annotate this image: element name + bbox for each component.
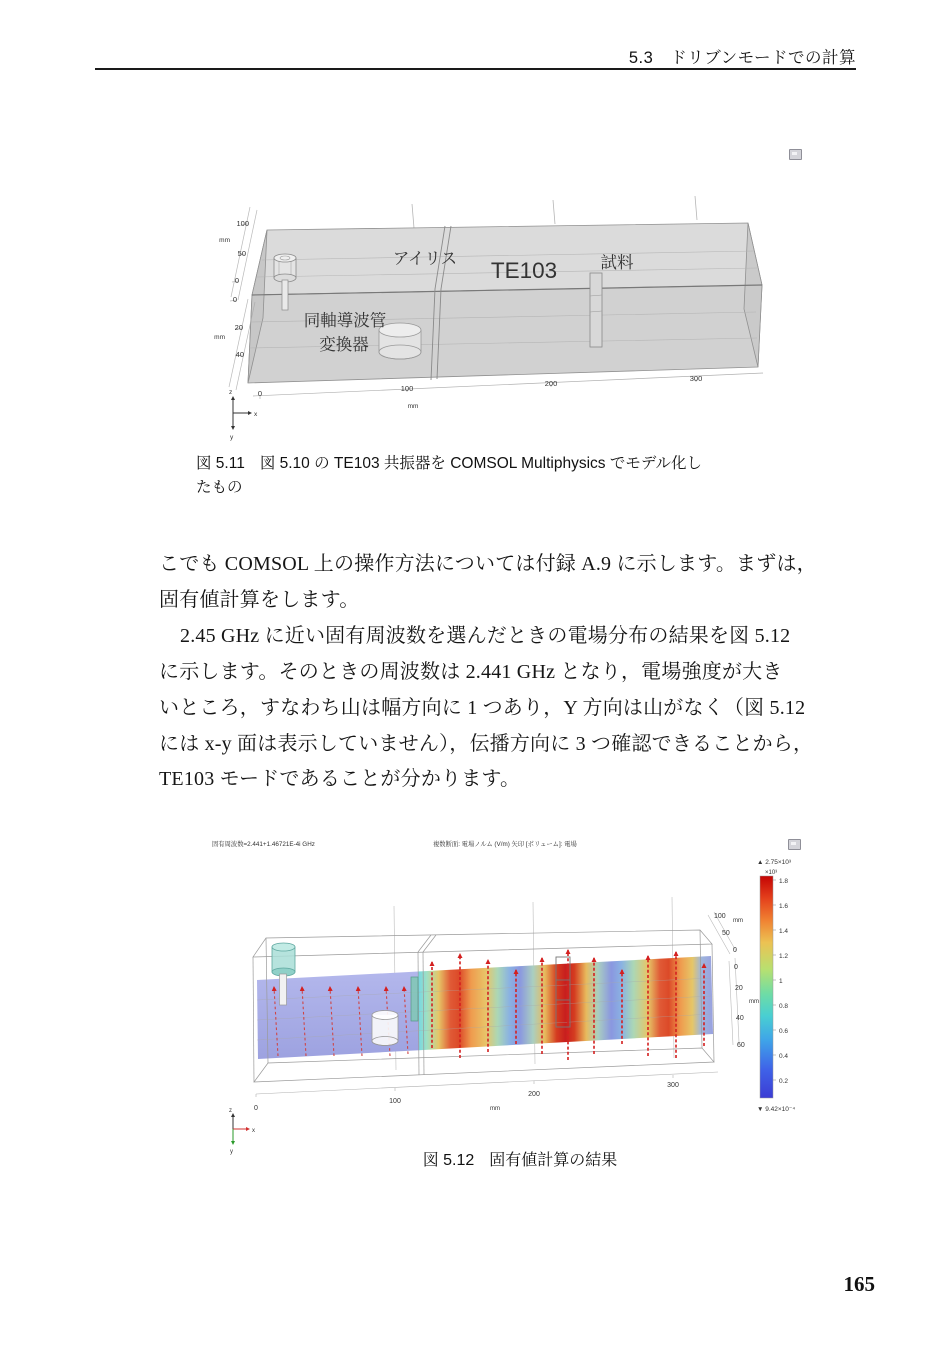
y-tick: 50 xyxy=(237,249,246,258)
label-converter-1: 同軸導波管 xyxy=(303,312,387,330)
z-tick: 20 xyxy=(735,985,743,992)
caption-label: 図 5.12 xyxy=(422,1152,475,1169)
cb-tick: 0.6 xyxy=(779,1028,789,1035)
x-tick: 0 xyxy=(254,1105,258,1112)
iris-aperture xyxy=(411,977,418,1021)
colorbar-scale: ×10³ xyxy=(765,870,778,876)
x-unit: mm xyxy=(407,403,419,410)
body-line: に示します。そのときの周波数は 2.441 GHz となり，電場強度が大き xyxy=(159,660,783,683)
y-unit: mm xyxy=(733,918,743,924)
colorbar-max: ▲ 2.75×10³ xyxy=(757,859,792,866)
figure-5-12-caption xyxy=(200,1147,840,1170)
plot-toolbar-icon[interactable] xyxy=(788,839,801,850)
cb-tick: 0.8 xyxy=(779,1003,789,1010)
y-unit: mm xyxy=(219,237,230,244)
y-tick: 0 xyxy=(733,947,737,954)
body-line: いところ，すなわち山は幅方向に 1 つあり，Y 方向は山がなく（図 5.12 xyxy=(159,696,806,719)
label-sample: 試料 xyxy=(600,254,634,272)
coordinate-triad xyxy=(229,389,258,441)
triad-y: y xyxy=(230,434,234,441)
y-tick: 50 xyxy=(722,930,730,937)
caption-text: 図 5.10 の TE103 共振器を COMSOL Multiphysics でモデル化し xyxy=(259,455,703,472)
caption-text: 固有値計算の結果 xyxy=(489,1152,618,1169)
x-axis xyxy=(254,1072,718,1112)
z-tick: 40 xyxy=(235,350,244,359)
y-tick: 0 xyxy=(234,276,239,285)
triad-z: z xyxy=(229,389,233,396)
x-unit: mm xyxy=(490,1106,500,1112)
label-converter-2: 変換器 xyxy=(319,336,369,354)
y-tick: 100 xyxy=(714,913,726,920)
cb-tick: 1.6 xyxy=(779,903,789,910)
triad-z: z xyxy=(229,1108,232,1114)
x-tick: 0 xyxy=(257,389,263,398)
z-unit: mm xyxy=(214,334,225,341)
x-tick: 200 xyxy=(528,1091,540,1098)
field-slice xyxy=(257,956,713,1059)
label-iris: アイリス xyxy=(392,250,458,268)
y-axis-labels xyxy=(219,219,249,285)
body-line: こでも COMSOL 上の操作方法については付録 A.9 に示します。まずは， xyxy=(159,553,817,575)
body-line: 固有値計算をします。 xyxy=(159,588,360,611)
z-unit: mm xyxy=(749,999,759,1005)
z-tick: 40 xyxy=(736,1015,744,1022)
colorbar xyxy=(757,859,795,1113)
figure-5-11 xyxy=(150,130,855,452)
page-number: 165 xyxy=(843,1272,875,1296)
label-te103: TE103 xyxy=(490,258,558,283)
x-tick: 100 xyxy=(400,384,414,393)
header-rule xyxy=(95,68,856,70)
colorbar-min: ▼ 9.42×10⁻⁴ xyxy=(757,1106,796,1113)
x-tick: 100 xyxy=(389,1098,401,1105)
comsol-field-plot xyxy=(190,830,855,1155)
x-tick: 300 xyxy=(689,374,703,383)
cb-tick: 0.4 xyxy=(779,1053,789,1060)
z-axis-labels xyxy=(214,295,244,359)
triad-x: x xyxy=(252,1128,255,1134)
z-tick: 0 xyxy=(734,964,738,971)
y-tick: 100 xyxy=(236,219,249,228)
caption-text-line2: たもの xyxy=(196,479,243,496)
body-line: 2.45 GHz に近い固有周波数を選んだときの電場分布の結果を図 5.12 xyxy=(180,624,791,647)
grid-lines xyxy=(412,196,697,228)
triad-y: y xyxy=(230,1149,233,1155)
cb-tick: 1.2 xyxy=(779,953,789,960)
body-paragraphs xyxy=(159,547,859,798)
cb-tick: 1 xyxy=(779,978,783,985)
tuning-cylinder xyxy=(372,1011,398,1046)
triad-x: x xyxy=(254,411,258,418)
figure-5-12 xyxy=(190,830,855,1155)
running-header: 5.3 ドリブンモードでの計算 xyxy=(628,49,856,67)
figure-5-11-caption xyxy=(196,452,841,500)
x-tick: 300 xyxy=(667,1082,679,1089)
cb-tick: 0.2 xyxy=(779,1078,789,1085)
caption-label: 図 5.11 xyxy=(196,455,245,472)
cb-tick: 1.4 xyxy=(779,928,789,935)
plot-toolbar-icon[interactable] xyxy=(789,149,802,160)
z-axis-labels xyxy=(734,964,759,1049)
x-tick: 200 xyxy=(544,379,558,388)
sample-slab xyxy=(590,273,602,347)
z-tick: 60 xyxy=(737,1042,745,1049)
plot-title-left: 固有周波数=2.441+1.46721E-4i GHz xyxy=(212,841,315,848)
body-line: には x-y 面は表示していません），伝播方向に 3 つ確認できることから， xyxy=(159,732,814,755)
plot-title-right: 複数断面: 電場ノルム (V/m) 矢印 [ボリューム]: 電場 xyxy=(433,841,577,848)
body-line: TE103 モードであることが分かります。 xyxy=(159,768,521,791)
waveguide-box xyxy=(248,223,762,383)
cb-tick: 1.8 xyxy=(779,878,789,885)
z-tick: 0 xyxy=(232,295,237,304)
comsol-geometry-plot xyxy=(150,130,855,452)
z-tick: 20 xyxy=(234,323,243,332)
